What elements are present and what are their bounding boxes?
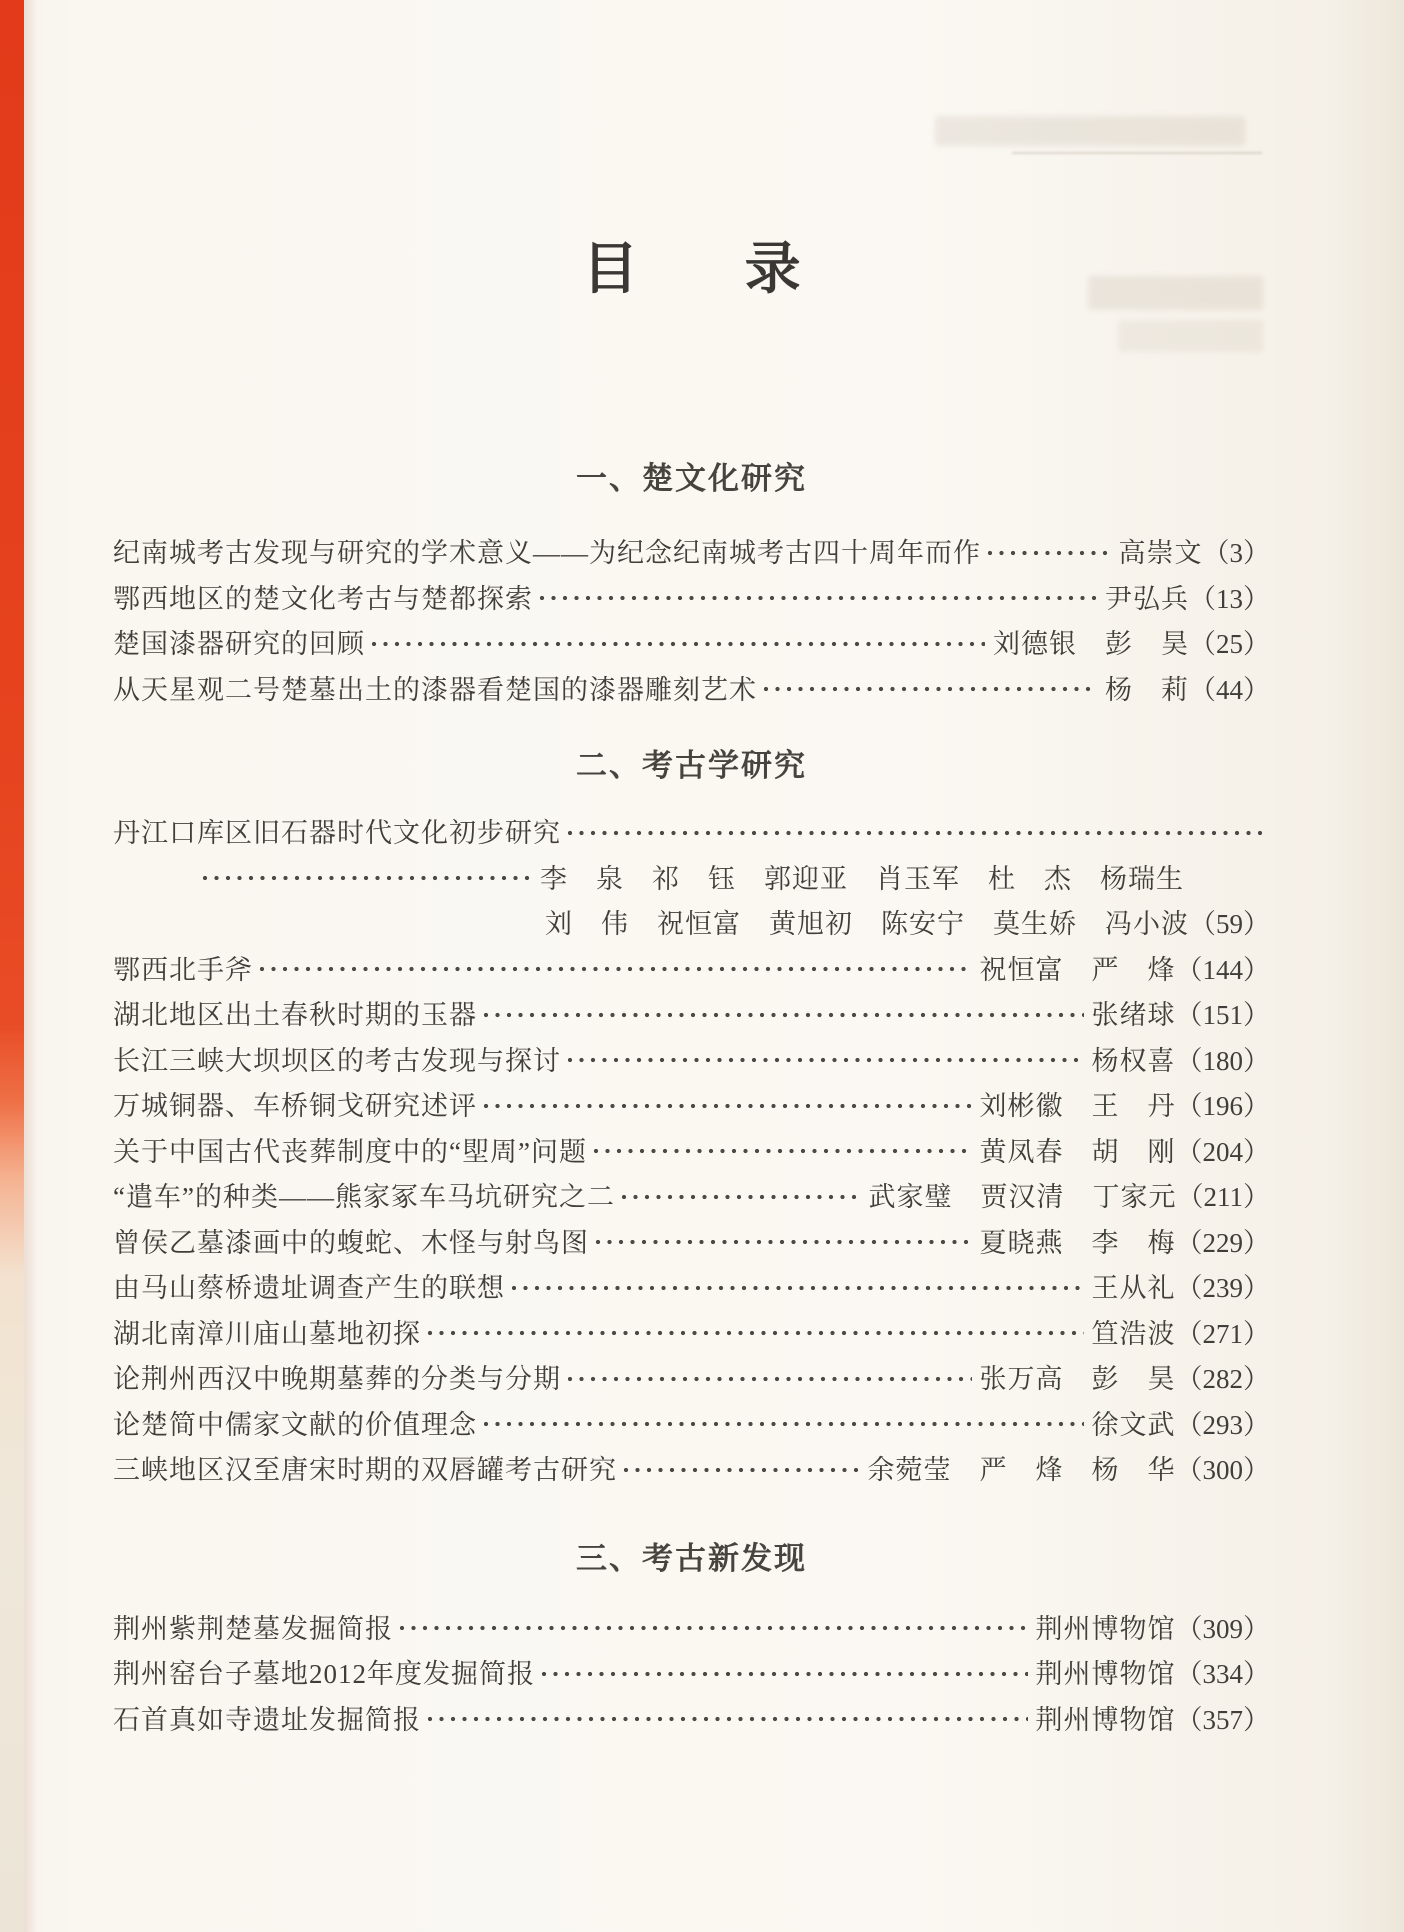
entry-authors: 张万高 彭 昊: [979, 1364, 1176, 1395]
toc-row: [113, 808, 1270, 854]
dot-leader: [483, 1420, 1084, 1430]
toc-content: [113, 0, 1270, 1740]
dot-leader: [483, 1102, 972, 1112]
toc-row: [113, 1172, 1270, 1218]
entry-page-number: （293）: [1175, 1409, 1270, 1440]
dot-leader: [595, 1238, 972, 1248]
toc-row: [113, 574, 1270, 620]
entry-title: 鄂西北手斧: [113, 954, 253, 985]
dot-leader: [593, 1147, 972, 1157]
entry-authors: 李 泉 祁 钰 郭迎亚 肖玉军 杜 杰 杨瑞生: [540, 863, 1184, 894]
toc-row: [113, 990, 1270, 1036]
entry-page-number: （25）: [1189, 629, 1270, 660]
entry-page-number: （300）: [1175, 1455, 1270, 1486]
entry-title: 石首真如寺遗址发掘简报: [113, 1704, 421, 1735]
book-edge-shadow: [24, 0, 38, 1932]
entry-title: 关于中国古代丧葬制度中的“堲周”问题: [113, 1136, 587, 1167]
dot-leader: [427, 1329, 1084, 1339]
dot-leader: [427, 1715, 1028, 1725]
dot-leader: [763, 685, 1097, 695]
entry-page-number: （271）: [1175, 1318, 1270, 1349]
entry-authors: 徐文武: [1091, 1409, 1176, 1440]
entry-authors: 笪浩波: [1091, 1318, 1176, 1349]
entry-page-number: （282）: [1175, 1364, 1270, 1395]
entry-authors: 荆州博物馆: [1035, 1613, 1176, 1644]
entry-title: 曾侯乙墓漆画中的蝮蛇、木怪与射鸟图: [113, 1227, 589, 1258]
entry-title: 荆州紫荆楚墓发掘简报: [113, 1613, 393, 1644]
toc-row: [113, 1649, 1270, 1695]
dot-leader: [987, 549, 1111, 559]
toc-row: [113, 528, 1270, 574]
entry-title: 湖北南漳川庙山墓地初探: [113, 1318, 421, 1349]
toc-row: [113, 1445, 1270, 1491]
section-1-entries: [113, 528, 1270, 710]
entry-authors: 杨 莉: [1105, 674, 1189, 705]
entry-authors: 高崇文: [1118, 538, 1203, 569]
section-heading-1: 一、楚文化研究: [576, 461, 807, 496]
page-title: 目 录: [582, 239, 826, 301]
entry-authors: 刘 伟 祝恒富 黄旭初 陈安宁 莫生娇 冯小波: [545, 909, 1189, 940]
entry-authors: 尹弘兵: [1105, 583, 1189, 614]
entry-page-number: （357）: [1175, 1704, 1270, 1735]
toc-row: [113, 1081, 1270, 1127]
entry-authors: 祝恒富 严 烽: [979, 954, 1176, 985]
toc-row: [113, 1127, 1270, 1173]
entry-page-number: （144）: [1175, 954, 1270, 985]
section-2-entries: [113, 808, 1270, 1491]
dot-leader: [259, 965, 972, 975]
toc-row: [113, 945, 1270, 991]
entry-title: 论荆州西汉中晚期墓葬的分类与分期: [113, 1364, 561, 1395]
dot-leader: [567, 1056, 1084, 1066]
entry-page-number: （204）: [1175, 1136, 1270, 1167]
entry-page-number: （3）: [1202, 538, 1270, 569]
entry-page-number: （44）: [1189, 674, 1270, 705]
entry-title: 长江三峡大坝坝区的考古发现与探讨: [113, 1045, 561, 1076]
entry-title: 万城铜器、车桥铜戈研究述评: [113, 1091, 477, 1122]
entry-authors: 余菀莹 严 烽 杨 华: [867, 1455, 1176, 1486]
dot-leader: [483, 1011, 1084, 1021]
toc-row-authors-continuation: [113, 854, 1270, 900]
entry-page-number: （239）: [1175, 1273, 1270, 1304]
entry-title: “遣车”的种类——熊家冢车马坑研究之二: [113, 1182, 615, 1213]
toc-row: [113, 665, 1270, 711]
dot-leader: [541, 1670, 1028, 1680]
dot-leader: [399, 1624, 1028, 1634]
toc-row: [113, 1036, 1270, 1082]
toc-row: [113, 1218, 1270, 1264]
section-heading-2: 二、考古学研究: [576, 748, 807, 783]
entry-authors: 杨权喜: [1091, 1045, 1176, 1076]
dot-leader: [511, 1284, 1084, 1294]
toc-row: [113, 1604, 1270, 1650]
entry-title: 由马山蔡桥遗址调查产生的联想: [113, 1273, 505, 1304]
toc-row: [113, 1263, 1270, 1309]
entry-page-number: （59）: [1189, 909, 1270, 940]
toc-row: [113, 1400, 1270, 1446]
entry-title: 湖北地区出土春秋时期的玉器: [113, 1000, 477, 1031]
entry-authors: 荆州博物馆: [1035, 1704, 1176, 1735]
entry-title: 三峡地区汉至唐宋时期的双唇罐考古研究: [113, 1455, 617, 1486]
entry-title: 鄂西地区的楚文化考古与楚都探索: [113, 583, 533, 614]
book-edge-strip: [0, 0, 24, 1932]
entry-authors: 夏晓燕 李 梅: [979, 1227, 1176, 1258]
entry-title: 楚国漆器研究的回顾: [113, 629, 365, 660]
entry-page-number: （180）: [1175, 1045, 1270, 1076]
entry-title: 荆州窑台子墓地2012年度发掘简报: [113, 1659, 535, 1690]
entry-page-number: （196）: [1175, 1091, 1270, 1122]
entry-page-number: （211）: [1176, 1182, 1270, 1213]
entry-page-number: （309）: [1175, 1613, 1270, 1644]
dot-leader: [623, 1466, 860, 1476]
entry-page-number: （151）: [1175, 1000, 1270, 1031]
entry-title: 论楚简中儒家文献的价值理念: [113, 1409, 477, 1440]
entry-authors: 刘彬徽 王 丹: [979, 1091, 1176, 1122]
dot-leader: [202, 874, 532, 884]
entry-authors: 武家璧 贾汉清 丁家元: [868, 1182, 1177, 1213]
dot-leader: [621, 1193, 861, 1203]
entry-page-number: （13）: [1189, 583, 1270, 614]
section-heading-3: 三、考古新发现: [576, 1540, 807, 1576]
toc-row: [113, 1309, 1270, 1355]
dot-leader: [567, 829, 1262, 839]
entry-title: 丹江口库区旧石器时代文化初步研究: [113, 818, 561, 849]
toc-row: [113, 1695, 1270, 1741]
dot-leader: [539, 594, 1097, 604]
entry-page-number: （334）: [1175, 1659, 1270, 1690]
entry-page-number: （229）: [1175, 1227, 1270, 1258]
toc-row: [113, 619, 1270, 665]
entry-authors: 张绪球: [1091, 1000, 1176, 1031]
section-3-entries: [113, 1604, 1270, 1741]
entry-authors: 黄凤春 胡 刚: [979, 1136, 1176, 1167]
toc-row-authors-continuation: [113, 899, 1270, 945]
dot-leader: [567, 1375, 972, 1385]
toc-row: [113, 1354, 1270, 1400]
entry-title: 纪南城考古发现与研究的学术意义——为纪念纪南城考古四十周年而作: [113, 538, 981, 569]
entry-title: 从天星观二号楚墓出土的漆器看楚国的漆器雕刻艺术: [113, 674, 757, 705]
entry-authors: 荆州博物馆: [1035, 1659, 1176, 1690]
dot-leader: [371, 640, 985, 650]
entry-authors: 王从礼: [1091, 1273, 1176, 1304]
entry-authors: 刘德银 彭 昊: [993, 629, 1189, 660]
